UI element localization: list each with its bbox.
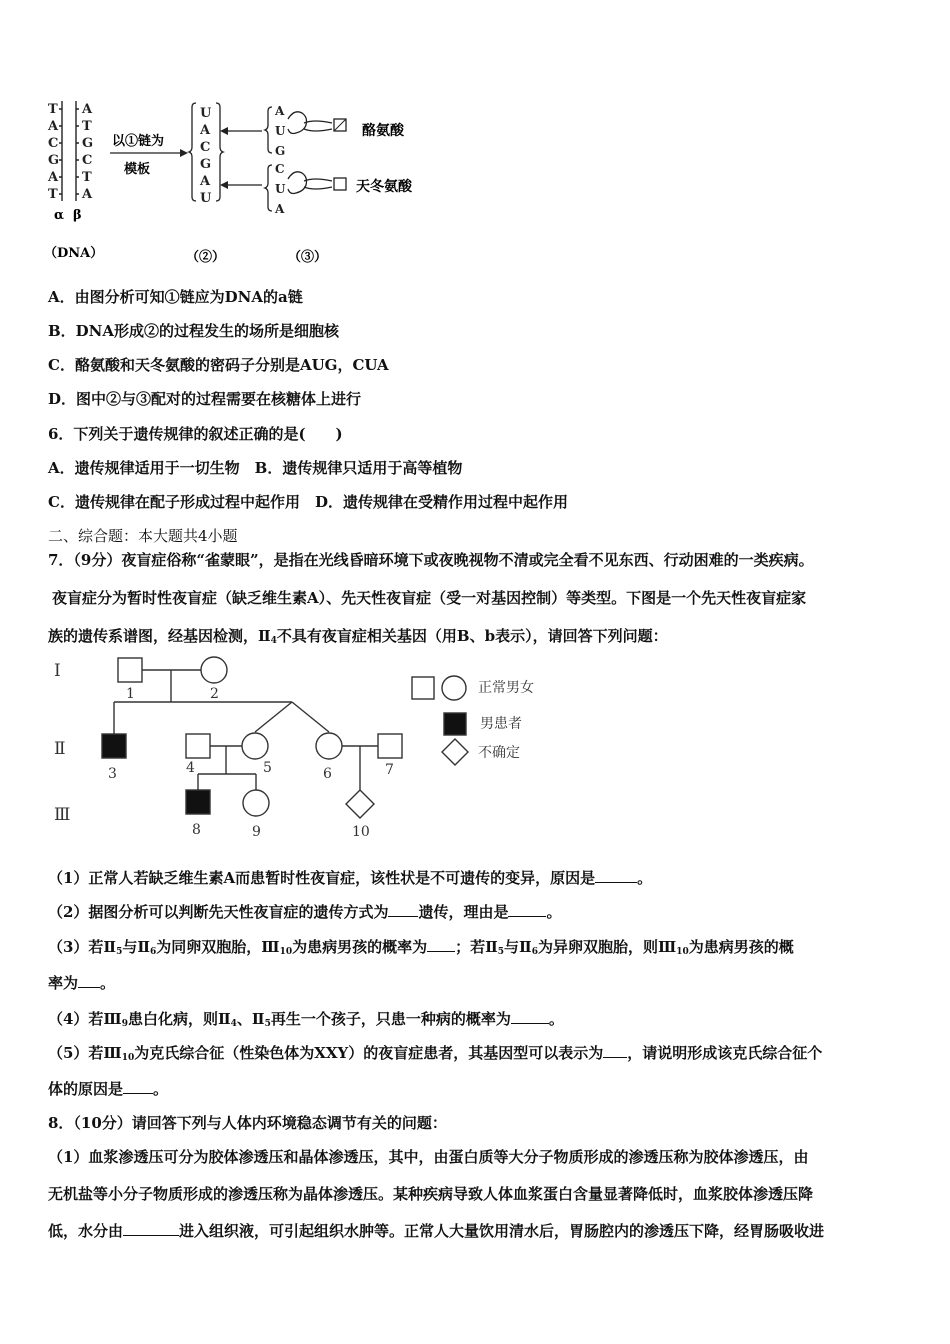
q8-part1-line2: 无机盐等小分子物质形成的渗透压称为晶体渗透压。某种疾病导致人体血浆蛋白含量显著降低时，血浆胶体渗透压降 [48,1185,814,1203]
q7-part4-end: 。 [548,1010,564,1028]
answer-blank[interactable] [123,1079,153,1094]
q7-part1-end: 。 [637,869,653,887]
q6-options-cd: C．遗传规律在配子形成过程中起作用 D．遗传规律在受精作用过程中起作用 [48,493,568,511]
q7-part5-text: ，请说明形成该克氏综合征个 [627,1044,823,1062]
mrna-base: A [200,123,211,138]
individual-III8-affected-male [186,790,210,814]
individual-I2-female [201,657,227,683]
answer-blank[interactable] [603,1043,627,1058]
q7-part2 [48,901,561,922]
arrow-label-1: 以①链为 [112,134,165,149]
q7-part4 [48,1008,564,1029]
label-3: （③） [288,250,328,265]
mrna-base: U [200,191,212,206]
q5-option-b: B．DNA形成②的过程发生的场所是细胞核 [48,322,340,340]
mrna-base: G [200,157,212,172]
individual-I1-male [118,658,142,682]
q7-part2-text: （2）据图分析可以判断先天性夜盲症的遗传方式为 [48,903,389,921]
individual-number: 5 [263,760,272,776]
q7-part3-end: 。 [100,974,116,992]
q5-option-c: C．酪氨酸和天冬氨酸的密码子分别是AUG，CUA [48,356,389,374]
answer-blank[interactable] [508,902,546,917]
q7-stem-line1: 7．（9分）夜盲症俗称“雀蒙眼”，是指在光线昏暗环境下或夜晚视物不清或完全看不见东西、行动困难的一类疾病。 [48,551,814,569]
individual-number: 10 [352,824,370,840]
q8-part1-text: 低，水分由 [48,1222,124,1240]
alpha-base: T [48,102,58,117]
individual-II6-female [316,733,342,759]
mrna-base: U [200,106,212,121]
amino-tyrosine-label: 酪氨酸 [362,123,404,139]
individual-II3-affected-male [102,734,126,758]
label-2: （②） [186,250,226,265]
q7-stem-line3 [48,625,668,646]
subscript: 5 [264,1019,271,1029]
individual-number: 7 [385,762,394,778]
individual-number: 1 [126,686,135,702]
individual-number: 2 [210,686,219,702]
q7-part3-text: 为患病男孩的概 [688,938,794,956]
q7-part3-text: 与Ⅱ [504,938,532,956]
q7-part4-text: 、Ⅱ [236,1010,265,1028]
q7-part5-text: 体的原因是 [48,1080,124,1098]
beta-base: A [82,102,93,117]
section-heading: 二、综合题：本大题共4小题 [48,527,238,545]
q7-part5-text: （5）若Ⅲ [48,1044,122,1062]
q7-part3-text: 为患病男孩的概率为 [292,938,428,956]
individual-II5-female [242,733,268,759]
legend-normal-female-icon [442,676,466,700]
answer-blank[interactable] [511,1009,549,1024]
subscript: 10 [676,947,689,957]
trna2-base: A [275,202,285,216]
subscript: 10 [279,947,293,957]
q7-part2-end: 。 [546,903,562,921]
subscript: 5 [497,947,505,957]
beta-base: T [82,170,92,185]
mrna-base: A [200,174,211,189]
subscript: 10 [121,1053,135,1063]
q7-part5-end: 。 [153,1080,169,1098]
beta-base: T [82,119,92,134]
mrna-base: C [200,140,211,155]
individual-II7-male [378,734,402,758]
pedigree-chart [48,650,608,845]
q5-option-a: A．由图分析可知①链应为DNA的a链 [48,288,303,306]
legend-normal-male-icon [412,677,434,699]
subscript: 5 [116,947,123,957]
trna2-base: C [275,162,285,176]
individual-number: 9 [252,824,261,840]
legend-unknown-label: 不确定 [478,745,520,761]
q8-part1-text: 进入组织液，可引起组织水肿等。正常人大量饮用清水后，胃肠腔内的渗透压下降，经胃肠吸收进 [179,1222,825,1240]
trna2-base: U [275,182,286,196]
trna1-base: G [275,144,286,158]
alpha-base: A [48,170,59,185]
legend-affected-male-icon [444,713,466,735]
trna1-base: U [275,124,286,138]
beta-base: C [82,153,93,168]
q8-part1-line1: （1）血浆渗透压可分为胶体渗透压和晶体渗透压，其中，由蛋白质等大分子物质形成的渗透压称为胶体渗透压，由 [48,1148,809,1166]
alpha-label: α [54,208,65,223]
generation-3-label: Ⅲ [54,805,71,825]
q6-options-ab: A．遗传规律适用于一切生物 B．遗传规律只适用于高等植物 [48,459,463,477]
q7-stem-text: 族的遗传系谱图，经基因检测，Ⅱ [48,627,271,645]
amino-aspartate-label: 天冬氨酸 [356,179,412,195]
answer-blank[interactable] [388,902,418,917]
trna2-shape [288,172,307,194]
individual-number: 3 [108,766,117,782]
q6-stem: 6．下列关于遗传规律的叙述正确的是( ) [48,425,343,443]
q8-part1-line3 [48,1220,824,1241]
individual-number: 8 [192,822,201,838]
q7-part1 [48,867,652,888]
alpha-base: A [48,119,59,134]
q7-part1-text: （1）正常人若缺乏维生素A而患暂时性夜盲症，该性状是不可遗传的变异，原因是 [48,869,596,887]
alpha-base: G [48,153,60,168]
answer-blank[interactable] [595,868,637,883]
individual-II4-male [186,734,210,758]
q7-stem-text: 不具有夜盲症相关基因（用B、b表示），请回答下列问题： [276,627,668,645]
subscript: 6 [531,947,538,957]
q7-stem-line2: 夜盲症分为暂时性夜盲症（缺乏维生素A）、先天性夜盲症（受一对基因控制）等类型。下图是一个先天性夜盲症家 [52,589,807,607]
individual-number: 4 [186,760,195,776]
legend-uncertain-icon [442,739,468,765]
q7-part3 [48,936,794,957]
amino-acid-box [334,178,346,190]
q7-part5 [48,1042,822,1063]
individual-III10-uncertain [346,790,374,818]
individual-number: 6 [323,766,332,782]
generation-1-label: Ⅰ [54,661,61,681]
trna1-base: A [275,104,285,118]
q7-part4-text: 再生一个孩子，只患一种病的概率为 [270,1010,511,1028]
beta-label: β [73,208,82,223]
alpha-base: C [48,136,59,151]
q7-part3-text: 率为 [48,974,79,992]
q7-part4-text: （4）若Ⅲ [48,1010,122,1028]
alpha-base: T [48,187,58,202]
subscript: 4 [230,1019,237,1029]
subscript: 4 [270,636,277,646]
subscript: 6 [150,947,157,957]
q7-part3-text: 为异卵双胞胎，则Ⅲ [537,938,677,956]
beta-base: G [82,136,94,151]
trna1-shape [288,112,307,134]
q7-part3-text: （3）若Ⅱ [48,938,117,956]
answer-blank[interactable] [78,973,100,988]
q7-part3-text: 与Ⅱ [122,938,151,956]
q7-part3-text: ；若Ⅱ [455,938,498,956]
q7-part5-cont [48,1078,168,1099]
legend-patient-label: 男患者 [480,716,522,732]
q5-option-d: D．图中②与③配对的过程需要在核糖体上进行 [48,390,362,408]
q7-part2-text: 遗传，理由是 [418,903,509,921]
generation-2-label: Ⅱ [54,739,66,759]
legend-normal-label: 正常男女 [478,680,534,696]
q7-part5-text: 为克氏综合征（性染色体为XXY）的夜盲症患者，其基因型可以表示为 [134,1044,604,1062]
q8-stem: 8．（10分）请回答下列与人体内环境稳态调节有关的问题： [48,1114,447,1132]
subscript: 9 [121,1019,128,1029]
arrow-label-2: 模板 [124,162,151,177]
q7-part4-text: 患白化病，则Ⅱ [127,1010,231,1028]
answer-blank[interactable] [427,937,455,952]
q7-part3-cont [48,972,115,993]
label-dna: （DNA） [44,246,104,261]
individual-III9-female [243,790,269,816]
beta-base: A [82,187,93,202]
q7-part3-text: 为同卵双胞胎，Ⅲ [156,938,280,956]
transcription-figure [40,95,470,275]
answer-blank[interactable] [123,1221,179,1236]
